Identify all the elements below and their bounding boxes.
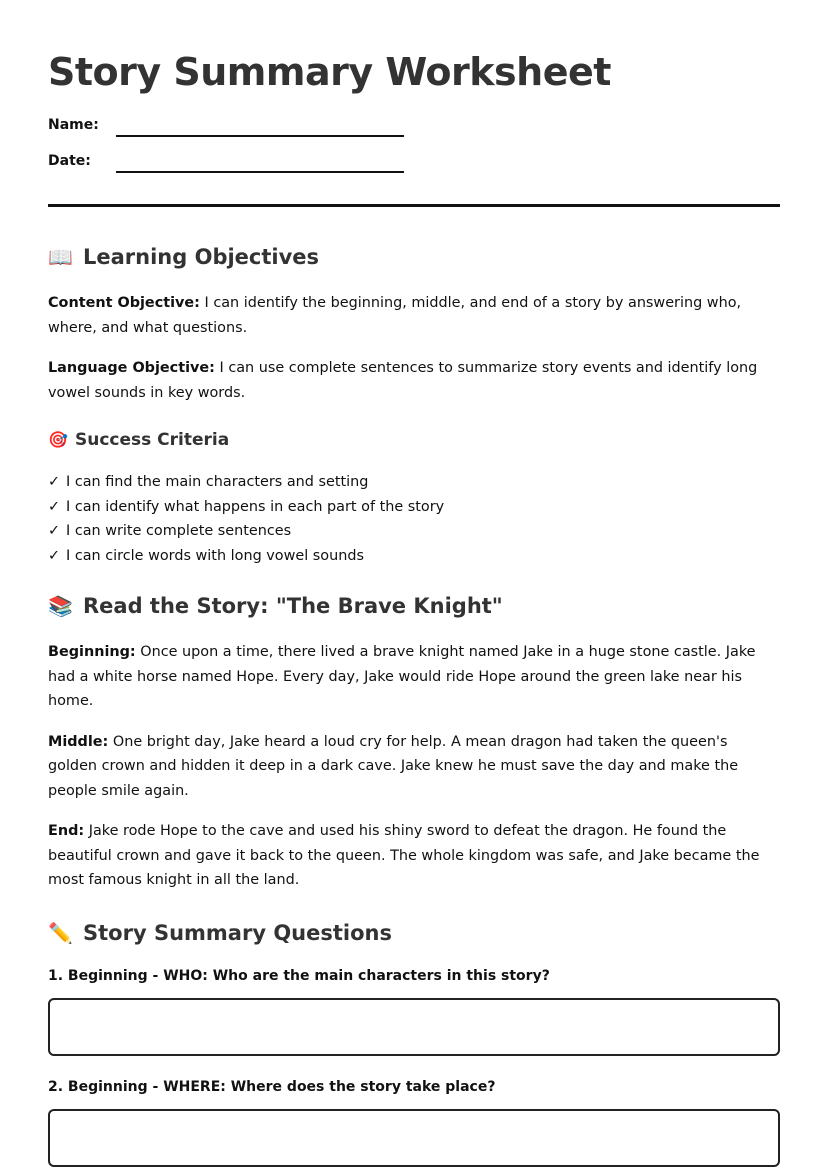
content-objective-text: I can identify the beginning, middle, and end of a story by answering who, where, and what questions. xyxy=(48,295,742,336)
story-beginning xyxy=(48,640,780,714)
target-icon: 🎯 xyxy=(48,430,68,449)
objectives-heading-text: Learning Objectives xyxy=(83,245,320,269)
success-heading xyxy=(48,429,780,451)
date-field-row xyxy=(48,152,780,170)
question-2: 2. Beginning - WHERE: Where does the story take place? xyxy=(48,1078,496,1095)
name-field-row xyxy=(48,116,780,134)
story-end-label: End: xyxy=(48,823,85,839)
language-objective-label: Language Objective: xyxy=(48,360,215,376)
story-end xyxy=(48,819,780,893)
list-item: ✓ I can circle words with long vowel sounds xyxy=(48,544,780,569)
success-heading-text: Success Criteria xyxy=(75,430,230,450)
story-middle-text: One bright day, Jake heard a loud cry for help. A mean dragon had taken the queen's golden crown and hidden it deep in a dark cave. Jake knew he must save the day and make the people smile again. xyxy=(48,733,739,799)
language-objective-text: I can use complete sentences to summarize story events and identify long vowel sounds in key words. xyxy=(48,360,758,401)
questions-heading-text: Story Summary Questions xyxy=(83,920,392,945)
page-title: Story Summary Worksheet xyxy=(48,50,611,94)
check-icon: ✓ xyxy=(48,498,61,515)
story-beginning-text: Once upon a time, there lived a brave knight named Jake in a huge stone castle. Jake had a white horse named Hope. Every day, Jake would ride Hope around the green lake near his home. xyxy=(48,644,756,709)
language-objective xyxy=(48,356,780,405)
name-blank-line[interactable] xyxy=(116,117,404,137)
answer-box-2[interactable] xyxy=(48,1109,780,1167)
content-objective-label: Content Objective: xyxy=(48,295,200,311)
date-label: Date: xyxy=(48,153,91,169)
list-item: ✓ I can find the main characters and setting xyxy=(48,470,780,495)
story-beginning-label: Beginning: xyxy=(48,644,136,660)
header-divider xyxy=(48,204,780,207)
list-item: ✓ I can write complete sentences xyxy=(48,519,780,544)
story-middle xyxy=(48,730,780,804)
pencil-icon: ✏️ xyxy=(48,920,73,945)
questions-heading xyxy=(48,919,780,947)
question-1: 1. Beginning - WHO: Who are the main characters in this story? xyxy=(48,967,550,984)
answer-box-1[interactable] xyxy=(48,998,780,1056)
story-end-text: Jake rode Hope to the cave and used his shiny sword to defeat the dragon. He found the beautiful crown and gave it back to the queen. The whole kingdom was safe, and Jake became the most famous knight in all the land. xyxy=(48,823,760,888)
check-icon: ✓ xyxy=(48,474,61,490)
content-objective xyxy=(48,291,780,340)
name-label: Name: xyxy=(48,117,99,133)
story-heading xyxy=(48,592,780,620)
date-blank-line[interactable] xyxy=(116,153,404,173)
check-icon: ✓ xyxy=(48,547,61,564)
story-middle-label: Middle: xyxy=(48,733,109,750)
list-item: ✓ I can identify what happens in each part of the story xyxy=(48,495,780,520)
success-criteria-list xyxy=(48,470,780,568)
open-book-icon: 📖 xyxy=(48,245,73,269)
objectives-heading xyxy=(48,243,780,271)
check-icon: ✓ xyxy=(48,523,61,539)
books-icon: 📚 xyxy=(48,594,73,618)
story-heading-text: Read the Story: "The Brave Knight" xyxy=(83,594,503,618)
